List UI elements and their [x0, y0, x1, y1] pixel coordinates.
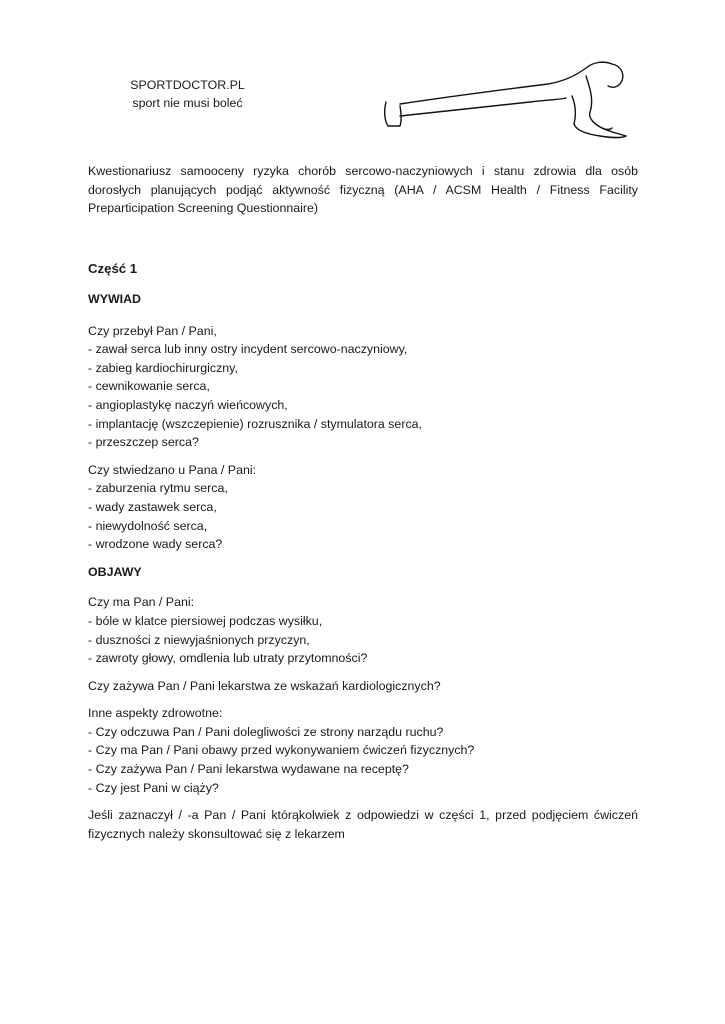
final-note: Jeśli zaznaczył / -a Pan / Pani którąkolwiek z odpowiedzi w części 1, przed podjęciem ćwiczeń fizycznych należy skonsultować się z lekarzem — [88, 808, 638, 841]
section-title-objawy: OBJAWY — [88, 564, 142, 579]
list-item: - przeszczep serca? — [88, 435, 199, 450]
wywiad-list-2 — [88, 479, 638, 553]
objawy-question-1: Czy ma Pan / Pani: — [88, 595, 195, 610]
list-item: - niewydolność serca, — [88, 518, 208, 533]
objawy-list-1 — [88, 612, 638, 668]
section-title-wywiad: WYWIAD — [88, 292, 141, 306]
part-title: Część 1 — [88, 261, 138, 276]
wywiad-list-1 — [88, 340, 638, 452]
list-item: - Czy zażywa Pan / Pani lekarstwa wydawane na receptę? — [88, 762, 409, 777]
intro-paragraph: Kwestionariusz samooceny ryzyka chorób sercowo-naczyniowych i stanu zdrowia dla osób dorosłych planujących podjąć aktywność fizyczną (AHA / ACSM Health / Fitness Facility Preparticipation Screening Questionnaire) — [88, 164, 638, 216]
questionnaire-body — [88, 259, 638, 843]
objawy-question-2: Czy zażywa Pan / Pani lekarstwa ze wskazań kardiologicznych? — [88, 678, 441, 693]
plank-figure-illustration — [380, 54, 636, 140]
list-item: - angioplastykę naczyń wieńcowych, — [88, 397, 288, 412]
list-item: - wrodzone wady serca? — [88, 537, 223, 552]
list-item: - zabieg kardiochirurgiczny, — [88, 360, 238, 375]
brand-name: SPORTDOCTOR.PL — [130, 78, 245, 92]
brand-block — [120, 76, 255, 112]
list-item: - duszności z niewyjaśnionych przyczyn, — [88, 632, 310, 647]
list-item: - wady zastawek serca, — [88, 499, 217, 514]
wywiad-question-2: Czy stwiedzano u Pana / Pani: — [88, 462, 257, 477]
list-item: - Czy ma Pan / Pani obawy przed wykonywaniem ćwiczeń fizycznych? — [88, 743, 475, 758]
list-item: - zaburzenia rytmu serca, — [88, 481, 228, 496]
list-item: - zawroty głowy, omdlenia lub utraty przytomności? — [88, 651, 368, 666]
list-item: - zawał serca lub inny ostry incydent sercowo-naczyniowy, — [88, 342, 408, 357]
brand-tagline: sport nie musi boleć — [132, 96, 243, 110]
list-item: - bóle w klatce piersiowej podczas wysiłku, — [88, 613, 323, 628]
objawy-list-3 — [88, 723, 638, 797]
list-item: - cewnikowanie serca, — [88, 379, 210, 394]
list-item: - Czy jest Pani w ciąży? — [88, 780, 219, 795]
list-item: - implantację (wszczepienie) rozrusznika / stymulatora serca, — [88, 416, 422, 431]
objawy-question-3: Inne aspekty zdrowotne: — [88, 706, 223, 721]
list-item: - Czy odczuwa Pan / Pani dolegliwości ze strony narządu ruchu? — [88, 724, 444, 739]
wywiad-question-1: Czy przebył Pan / Pani, — [88, 323, 217, 338]
